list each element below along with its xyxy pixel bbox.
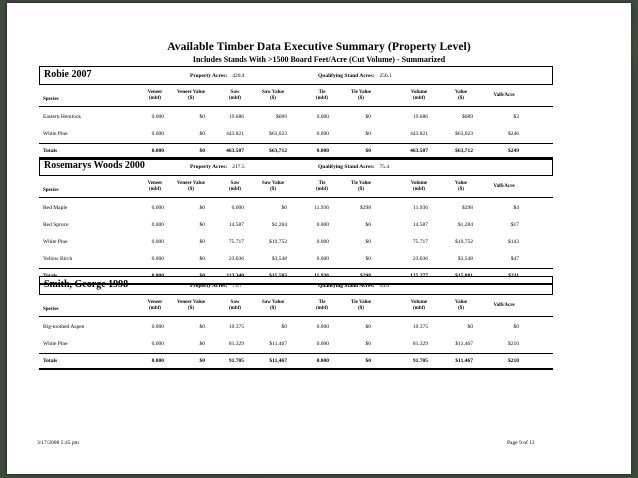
column-header: Tie (mbf) bbox=[316, 300, 328, 311]
value-cell: $298 bbox=[360, 273, 371, 279]
value-cell: $0 bbox=[199, 148, 205, 154]
column-header: Volume (mbf) bbox=[410, 181, 428, 192]
column-header: Veneer Value ($) bbox=[177, 90, 205, 101]
column-header: Volume (mbf) bbox=[410, 300, 428, 311]
value-cell: $63,712 bbox=[455, 148, 473, 154]
value-cell: $11,467 bbox=[455, 358, 473, 364]
value-cell: 0.000 bbox=[151, 205, 164, 211]
section-header bbox=[39, 157, 553, 176]
qualifying-acres-value: 256.1 bbox=[379, 73, 392, 79]
value-cell: 0.000 bbox=[316, 239, 329, 245]
value-cell: 0.000 bbox=[151, 273, 164, 279]
header-rule bbox=[39, 197, 553, 198]
value-cell: 0.000 bbox=[151, 324, 164, 330]
property-acres bbox=[190, 283, 242, 289]
report-page bbox=[7, 3, 631, 474]
value-cell: 113.340 bbox=[226, 273, 244, 279]
value-cell: $249 bbox=[508, 148, 519, 154]
property-acres-label: Property Acres: bbox=[190, 283, 228, 289]
value-cell: $0 bbox=[365, 256, 371, 262]
value-cell: 0.000 bbox=[151, 256, 164, 262]
report-title: Available Timber Data Executive Summary (Property Level) bbox=[167, 41, 471, 53]
column-header: Tie Value ($) bbox=[350, 90, 372, 101]
value-cell: $0 bbox=[199, 222, 205, 228]
totals-rule bbox=[39, 268, 553, 269]
value-cell: $0 bbox=[365, 324, 371, 330]
value-cell: $0 bbox=[199, 273, 205, 279]
species-cell: Totals bbox=[43, 148, 58, 154]
value-cell: 0.000 bbox=[316, 222, 329, 228]
value-cell: 23.036 bbox=[412, 256, 428, 262]
column-header: Veneer (mbf) bbox=[147, 300, 163, 311]
value-cell: $15,881 bbox=[455, 273, 473, 279]
value-cell: 81.329 bbox=[228, 341, 244, 347]
section-name: Rosemarys Woods 2000 bbox=[44, 160, 145, 171]
table-row bbox=[39, 114, 553, 124]
column-header: Tie Value ($) bbox=[350, 181, 372, 192]
value-cell: 10.375 bbox=[228, 324, 244, 330]
value-cell: 19.686 bbox=[228, 114, 244, 120]
value-cell: 0.000 bbox=[316, 256, 329, 262]
qualifying-acres-value: 75.4 bbox=[379, 164, 390, 170]
property-acres-label: Property Acres: bbox=[190, 164, 228, 170]
stand-section bbox=[39, 276, 553, 364]
column-header: Val$/Acre bbox=[493, 184, 515, 189]
footer-datetime: 3/17/2008 5:45 pm bbox=[37, 440, 79, 446]
column-header: Tie (mbf) bbox=[316, 90, 328, 101]
table-row bbox=[39, 324, 553, 334]
value-cell: $0 bbox=[365, 358, 371, 364]
table-row bbox=[39, 222, 553, 232]
value-cell: $3,548 bbox=[271, 256, 287, 262]
value-cell: $11,467 bbox=[455, 341, 473, 347]
stand-section bbox=[39, 157, 553, 279]
qualifying-acres-label: Qualifying Stand Acres: bbox=[318, 164, 375, 170]
value-cell: 0.000 bbox=[151, 148, 164, 154]
value-cell: 0.000 bbox=[316, 148, 329, 154]
value-cell: $0 bbox=[365, 114, 371, 120]
column-header: Val$/Acre bbox=[493, 93, 515, 98]
value-cell: $0 bbox=[199, 114, 205, 120]
value-cell: $63,023 bbox=[269, 131, 287, 137]
value-cell: 81.329 bbox=[412, 341, 428, 347]
value-cell: 14.587 bbox=[228, 222, 244, 228]
value-cell: 443.821 bbox=[410, 131, 428, 137]
value-cell: $1,284 bbox=[457, 222, 473, 228]
value-cell: $211 bbox=[508, 273, 519, 279]
section-header bbox=[39, 66, 553, 85]
value-cell: $0 bbox=[281, 324, 287, 330]
value-cell: $689 bbox=[462, 114, 473, 120]
qualifying-acres bbox=[318, 283, 389, 289]
value-cell: $0 bbox=[513, 324, 519, 330]
value-cell: 75.717 bbox=[412, 239, 428, 245]
value-cell: 11.936 bbox=[314, 273, 329, 279]
table-row bbox=[39, 341, 553, 351]
value-cell: $10,752 bbox=[269, 239, 287, 245]
value-cell: 0.000 bbox=[316, 341, 329, 347]
species-cell: Eastern Hemlock bbox=[43, 114, 82, 120]
value-cell: 19.686 bbox=[412, 114, 428, 120]
section-header bbox=[39, 276, 553, 295]
value-cell: 443.821 bbox=[226, 131, 244, 137]
column-header: Saw Value ($) bbox=[261, 300, 285, 311]
property-acres-label: Property Acres: bbox=[190, 73, 228, 79]
species-cell: Red Spruce bbox=[43, 222, 69, 228]
section-name: Robie 2007 bbox=[44, 69, 92, 80]
column-header: Species bbox=[43, 97, 59, 102]
column-header: Tie (mbf) bbox=[316, 181, 328, 192]
totals-row bbox=[39, 358, 553, 368]
value-cell: $246 bbox=[508, 131, 519, 137]
value-cell: $210 bbox=[508, 341, 519, 347]
value-cell: $0 bbox=[365, 131, 371, 137]
value-cell: $0 bbox=[467, 324, 473, 330]
footer-page-number: Page 9 of 12 bbox=[507, 440, 535, 446]
value-cell: 0.000 bbox=[151, 114, 164, 120]
species-cell: White Pine bbox=[43, 239, 68, 245]
property-acres-value: 79.7 bbox=[232, 283, 242, 289]
value-cell: 10.375 bbox=[412, 324, 428, 330]
column-header: Saw (mbf) bbox=[229, 181, 241, 192]
value-cell: $0 bbox=[199, 205, 205, 211]
value-cell: $298 bbox=[462, 205, 473, 211]
value-cell: $63,023 bbox=[455, 131, 473, 137]
value-cell: $4 bbox=[513, 205, 519, 211]
value-cell: $0 bbox=[199, 239, 205, 245]
value-cell: $0 bbox=[365, 239, 371, 245]
species-cell: Totals bbox=[43, 273, 58, 279]
table-row bbox=[39, 131, 553, 141]
value-cell: $0 bbox=[199, 324, 205, 330]
header-rule bbox=[39, 106, 553, 107]
column-header: Species bbox=[43, 188, 59, 193]
value-cell: 11.936 bbox=[314, 205, 329, 211]
species-cell: Totals bbox=[43, 358, 58, 364]
value-cell: 0.000 bbox=[151, 358, 164, 364]
table-row bbox=[39, 256, 553, 266]
qualifying-acres-label: Qualifying Stand Acres: bbox=[318, 73, 375, 79]
column-header: Tie Value ($) bbox=[350, 300, 372, 311]
column-header: Saw Value ($) bbox=[261, 90, 285, 101]
value-cell: $0 bbox=[365, 341, 371, 347]
value-cell: $11,467 bbox=[269, 358, 287, 364]
header-rule bbox=[39, 316, 553, 317]
value-cell: $0 bbox=[365, 222, 371, 228]
value-cell: $0 bbox=[199, 131, 205, 137]
value-cell: 0.000 bbox=[151, 222, 164, 228]
species-cell: White Pine bbox=[43, 341, 68, 347]
species-cell: Big-toothed Aspen bbox=[43, 324, 85, 330]
value-cell: 0.000 bbox=[316, 358, 329, 364]
value-cell: $10,752 bbox=[455, 239, 473, 245]
value-cell: $3 bbox=[513, 114, 519, 120]
report-subtitle: Includes Stands With >1500 Board Feet/Acre (Cut Volume) - Summarized bbox=[192, 55, 446, 64]
value-cell: 463.507 bbox=[410, 148, 428, 154]
species-cell: Red Maple bbox=[43, 205, 68, 211]
property-acres bbox=[190, 73, 245, 79]
value-cell: $0 bbox=[365, 148, 371, 154]
column-header: Value ($) bbox=[454, 90, 468, 101]
value-cell: 14.587 bbox=[412, 222, 428, 228]
value-cell: 0.000 bbox=[316, 131, 329, 137]
column-header: Saw (mbf) bbox=[229, 90, 241, 101]
qualifying-acres bbox=[318, 73, 392, 79]
value-cell: $0 bbox=[281, 205, 287, 211]
column-header: Veneer Value ($) bbox=[177, 181, 205, 192]
column-header: Val$/Acre bbox=[493, 303, 515, 308]
value-cell: 75.717 bbox=[228, 239, 244, 245]
value-cell: 0.000 bbox=[151, 341, 164, 347]
value-cell: $47 bbox=[510, 256, 519, 262]
value-cell: 91.705 bbox=[412, 358, 428, 364]
value-cell: 463.507 bbox=[226, 148, 244, 154]
qualifying-acres-label: Qualifying Stand Acres: bbox=[318, 283, 375, 289]
species-cell: White Pine bbox=[43, 131, 68, 137]
column-header: Veneer (mbf) bbox=[147, 181, 163, 192]
section-name: Smith, George 1998 bbox=[44, 279, 129, 290]
value-cell: 0.000 bbox=[231, 205, 244, 211]
property-acres-value: 217.5 bbox=[232, 164, 245, 170]
value-cell: $15,583 bbox=[269, 273, 287, 279]
value-cell: $3,548 bbox=[457, 256, 473, 262]
stand-section bbox=[39, 66, 553, 154]
qualifying-acres-value: 54.6 bbox=[379, 283, 390, 289]
value-cell: $298 bbox=[360, 205, 371, 211]
value-cell: 91.705 bbox=[228, 358, 244, 364]
value-cell: $210 bbox=[508, 358, 519, 364]
column-header: Value ($) bbox=[454, 300, 468, 311]
section-end-rule bbox=[39, 368, 553, 370]
value-cell: $0 bbox=[199, 358, 205, 364]
property-acres-value: 420.4 bbox=[232, 73, 245, 79]
value-cell: 23.036 bbox=[228, 256, 244, 262]
value-cell: 0.000 bbox=[151, 131, 164, 137]
value-cell: $0 bbox=[199, 256, 205, 262]
value-cell: 0.000 bbox=[316, 114, 329, 120]
property-acres bbox=[190, 164, 245, 170]
value-cell: $63,712 bbox=[269, 148, 287, 154]
value-cell: 0.000 bbox=[151, 239, 164, 245]
column-header: Volume (mbf) bbox=[410, 90, 428, 101]
value-cell: 0.000 bbox=[316, 324, 329, 330]
column-header: Veneer (mbf) bbox=[147, 90, 163, 101]
column-header: Species bbox=[43, 307, 59, 312]
value-cell: 11.936 bbox=[413, 205, 428, 211]
column-header: Saw Value ($) bbox=[261, 181, 285, 192]
table-row bbox=[39, 205, 553, 215]
species-cell: Yellow Birch bbox=[43, 256, 73, 262]
column-header: Saw (mbf) bbox=[229, 300, 241, 311]
totals-rule bbox=[39, 143, 553, 144]
value-cell: $17 bbox=[510, 222, 519, 228]
value-cell: $0 bbox=[199, 341, 205, 347]
totals-rule bbox=[39, 353, 553, 354]
table-row bbox=[39, 239, 553, 249]
value-cell: 125.277 bbox=[410, 273, 428, 279]
column-header: Value ($) bbox=[454, 181, 468, 192]
value-cell: $11,467 bbox=[269, 341, 287, 347]
qualifying-acres bbox=[318, 164, 389, 170]
column-header: Veneer Value ($) bbox=[177, 300, 205, 311]
value-cell: $689 bbox=[276, 114, 287, 120]
value-cell: $143 bbox=[508, 239, 519, 245]
value-cell: $1,284 bbox=[271, 222, 287, 228]
